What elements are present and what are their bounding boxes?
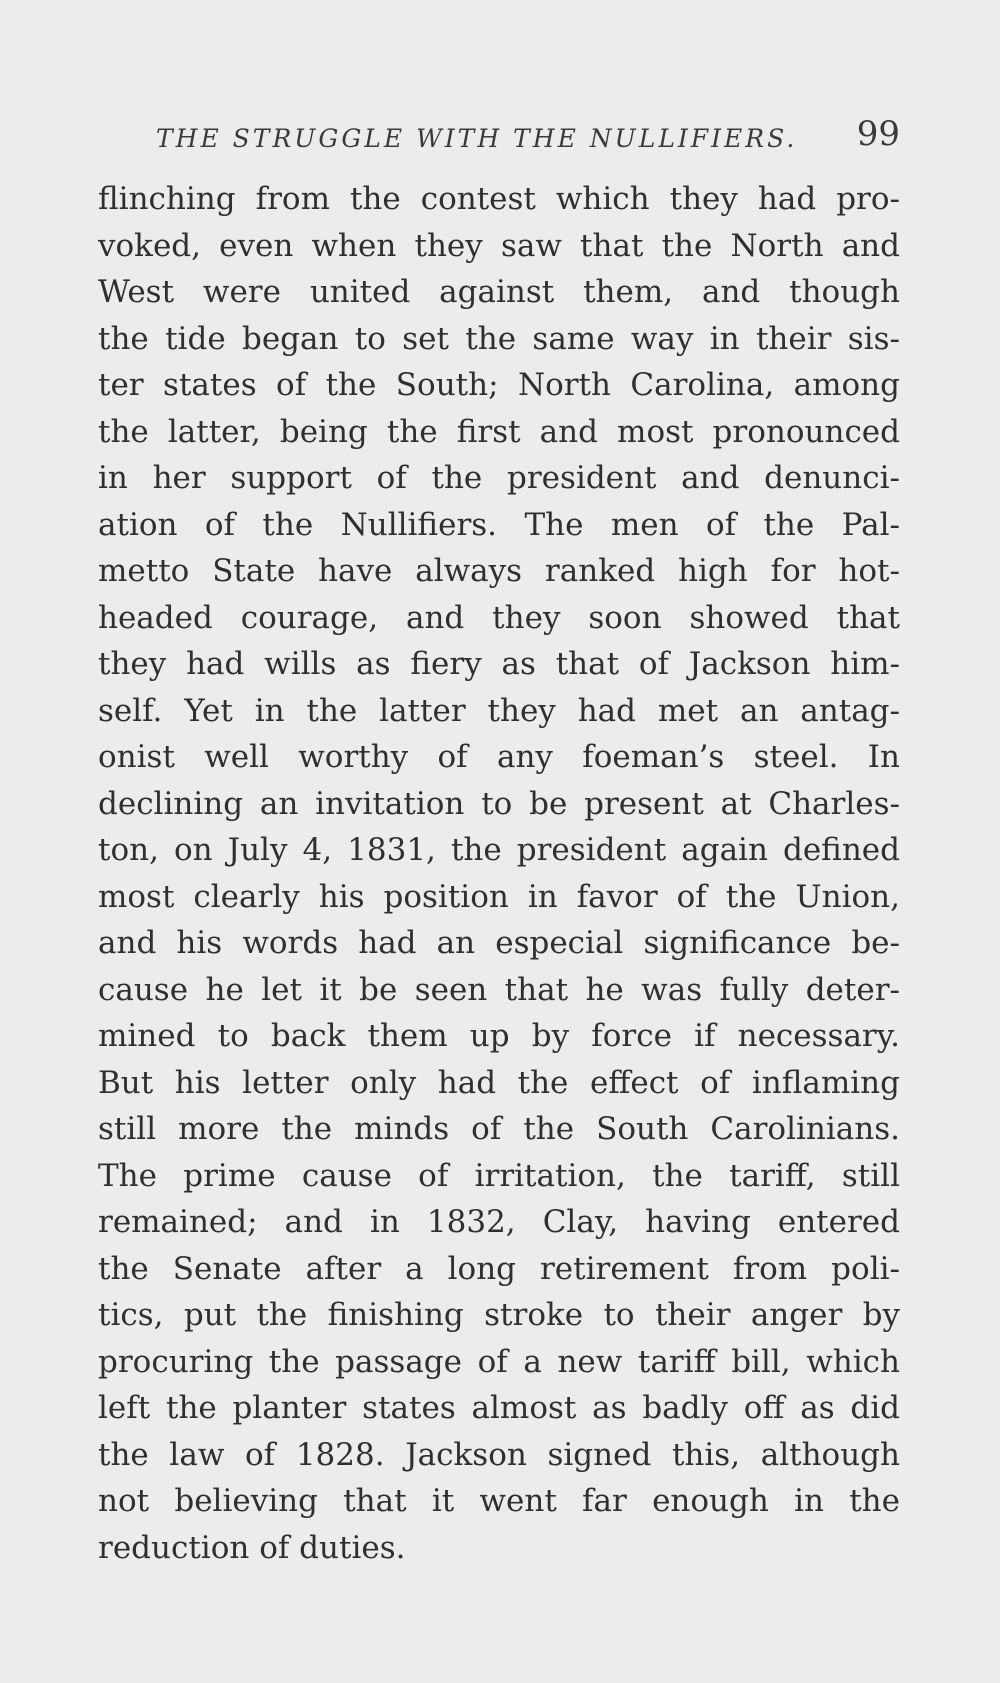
text-line: remained; and in 1832, Clay, having entered — [98, 1204, 900, 1240]
text-line: the tide began to set the same way in their sis- — [98, 320, 900, 357]
text-line: onist well worthy of any foeman’s steel. In — [98, 739, 900, 775]
text-line: reduction of duties. — [98, 1529, 406, 1566]
text-line: West were united against them, and though — [98, 274, 900, 310]
body-text — [98, 176, 900, 1571]
running-title: THE STRUGGLE WITH THE NULLIFIERS. — [156, 124, 798, 153]
text-line: and his words had an especial significance be- — [98, 925, 900, 961]
text-line: most clearly his position in favor of the Union, — [98, 878, 900, 915]
page-number: 99 — [856, 114, 900, 154]
text-line: But his letter only had the effect of inflaming — [98, 1064, 900, 1101]
text-line: the latter, being the first and most pronounced — [98, 413, 900, 450]
text-line: ter states of the South; North Carolina, among — [98, 367, 900, 403]
text-line: the Senate after a long retirement from poli- — [98, 1250, 900, 1287]
text-line: The prime cause of irritation, the tariff, still — [98, 1157, 900, 1194]
text-line: ation of the Nullifiers. The men of the Pal- — [98, 506, 900, 543]
text-line: left the planter states almost as badly off as did — [98, 1390, 900, 1426]
text-line: not believing that it went far enough in the — [98, 1483, 900, 1519]
running-head — [98, 112, 900, 160]
text-line: tics, put the finishing stroke to their anger by — [98, 1297, 900, 1333]
text-line: metto State have always ranked high for hot- — [98, 553, 900, 589]
text-line: mined to back them up by force if necessary. — [98, 1018, 900, 1054]
text-line: self. Yet in the latter they had met an antag- — [98, 692, 900, 729]
text-line: flinching from the contest which they had pro- — [98, 181, 900, 217]
text-line: the law of 1828. Jackson signed this, although — [98, 1436, 900, 1473]
text-line: in her support of the president and denunci- — [98, 460, 900, 496]
text-line: ton, on July 4, 1831, the president again defined — [98, 832, 900, 868]
text-line: they had wills as fiery as that of Jackson him- — [98, 646, 900, 682]
text-line: cause he let it be seen that he was fully deter- — [98, 971, 900, 1008]
text-line: still more the minds of the South Carolinians. — [98, 1111, 900, 1147]
text-line: headed courage, and they soon showed that — [98, 599, 900, 636]
text-line: procuring the passage of a new tariff bill, which — [98, 1343, 900, 1380]
text-line: declining an invitation to be present at Charles- — [98, 785, 900, 822]
text-line: voked, even when they saw that the North and — [98, 227, 900, 264]
